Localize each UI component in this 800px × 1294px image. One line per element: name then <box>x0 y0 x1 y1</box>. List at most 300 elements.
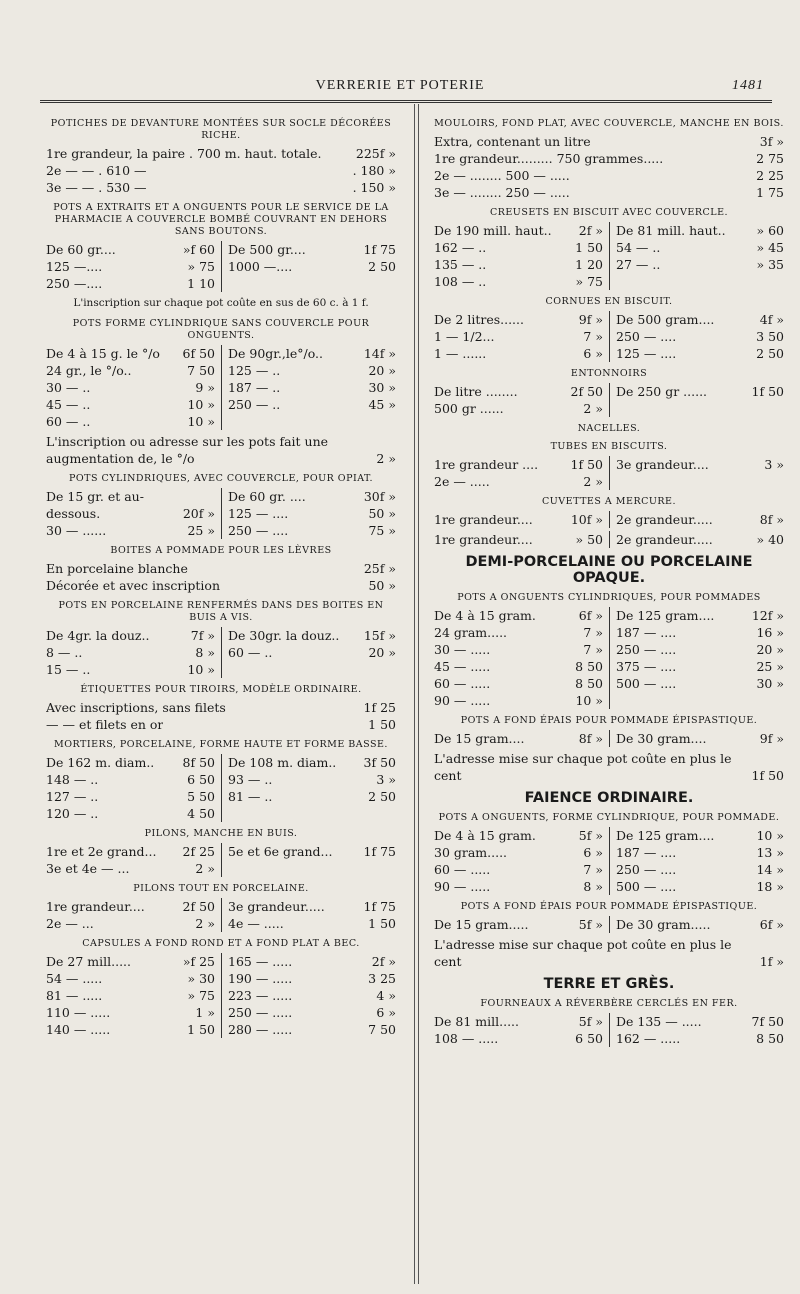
table-row <box>228 771 396 788</box>
table-row <box>616 1030 784 1047</box>
section-title: POTS A EXTRAITS ET A ONGUENTS POUR LE SERVICE DE LA PHARMACIE A COUVERCLE BOMBÉ COUVRANT EN DEHORS SANS BOUTONS. <box>53 202 389 237</box>
paragraph-text: L'inscription ou adresse sur les pots fait une augmentation de, le °/o <box>46 434 329 466</box>
table-row <box>46 396 215 413</box>
table-row <box>434 511 603 528</box>
column-divider <box>418 104 419 1284</box>
price-list <box>434 133 784 201</box>
table-row <box>434 531 603 548</box>
price-table-col <box>434 511 609 528</box>
row-label: 30 gram..... <box>434 845 508 860</box>
price-table <box>46 627 396 678</box>
table-row <box>228 644 396 661</box>
paragraph-line <box>46 433 396 467</box>
table-row <box>46 661 215 678</box>
row-label: 375 — .... <box>616 659 677 674</box>
price-table-col <box>46 754 221 822</box>
row-price: 14f » <box>363 346 396 361</box>
running-title: VERRERIE ET POTERIE <box>315 78 485 93</box>
row-price: 2f » <box>371 954 396 969</box>
table-row <box>616 1013 784 1030</box>
price-table <box>46 488 396 539</box>
row-label: De 125 gram.... <box>616 828 715 843</box>
row-price: 5f » <box>578 917 603 932</box>
section-title: CORNUES EN BISCUIT. <box>545 296 673 307</box>
row-label: 81 — ..... <box>46 988 103 1003</box>
row-label: 2e grandeur..... <box>616 532 713 547</box>
section-title: POTS A ONGUENTS, FORME CYLINDRIQUE, POUR POMMADE. <box>438 812 780 823</box>
row-price: 8 » <box>583 879 603 894</box>
price-list <box>46 145 396 196</box>
price-table-col <box>609 916 784 933</box>
row-label: De 2 litres...... <box>434 312 524 327</box>
row-price: 1f 75 <box>363 899 396 914</box>
row-price: 3f 50 <box>363 755 396 770</box>
table-row <box>616 861 784 878</box>
item-price: 3f » <box>759 134 784 149</box>
row-label: 250 —.... <box>46 276 103 291</box>
header-rule <box>40 100 772 103</box>
table-row <box>46 970 215 987</box>
price-list <box>46 699 396 733</box>
row-price: 2 » <box>583 474 603 489</box>
price-table-col <box>609 1013 784 1047</box>
table-row <box>46 522 215 539</box>
row-price: 5f » <box>578 1014 603 1029</box>
row-price: 2f » <box>578 223 603 238</box>
paragraph-price: 1f » <box>759 954 784 969</box>
section-title: MORTIERS, PORCELAINE, FORME HAUTE ET FORME BASSE. <box>54 739 388 750</box>
note: L'inscription sur chaque pot coûte en sus de 60 c. à 1 f. <box>73 297 369 309</box>
table-row <box>228 843 396 860</box>
row-label: 500 — .... <box>616 879 677 894</box>
row-price: 6 50 <box>187 772 215 787</box>
row-label: 1re grandeur.... <box>434 512 533 527</box>
section-title: BOITES A POMMADE POUR LES LÈVRES <box>110 545 332 556</box>
row-price: 10 » <box>187 397 215 412</box>
row-label: 90 — ..... <box>434 879 491 894</box>
table-row <box>228 1004 396 1021</box>
price-table-col <box>46 488 221 539</box>
row-price: 8f 50 <box>182 755 215 770</box>
row-price: 6 50 <box>575 1031 603 1046</box>
row-price: 9f » <box>759 731 784 746</box>
row-label: De 81 mill. haut.. <box>616 223 726 238</box>
row-label: De 4 à 15 gram. <box>434 608 536 623</box>
row-price: 7 50 <box>187 363 215 378</box>
price-table-col <box>46 241 221 292</box>
table-row <box>228 258 396 275</box>
row-label: 120 — .. <box>46 806 99 821</box>
row-price: 7f » <box>190 628 215 643</box>
price-line <box>46 145 396 162</box>
price-line <box>46 560 396 577</box>
row-price: 6 » <box>376 1005 396 1020</box>
table-row <box>46 644 215 661</box>
table-row <box>616 531 784 548</box>
row-price: 12f » <box>751 608 784 623</box>
row-label: De 30gr. la douz.. <box>228 628 340 643</box>
row-price: 13 » <box>756 845 784 860</box>
item-price: 50 » <box>368 578 396 593</box>
price-table-col <box>434 311 609 362</box>
table-row <box>228 396 396 413</box>
row-price: 6f » <box>759 917 784 932</box>
table-row <box>46 898 215 915</box>
section-title: PILONS, MANCHE EN BUIS. <box>144 828 298 839</box>
item-label: Avec inscriptions, sans filets <box>46 700 226 715</box>
item-label: 1re grandeur, la paire . 700 m. haut. totale. <box>46 146 322 161</box>
item-price: . 150 » <box>352 180 396 195</box>
row-label: 110 — ..... <box>46 1005 111 1020</box>
table-row <box>228 345 396 362</box>
row-label: 45 — ..... <box>434 659 491 674</box>
item-label: 1re grandeur......... 750 grammes..... <box>434 151 664 166</box>
major-heading: FAIENCE ORDINAIRE. <box>524 790 694 806</box>
price-table <box>434 531 784 548</box>
table-row <box>228 1021 396 1038</box>
table-row <box>46 258 215 275</box>
row-price: » 40 <box>756 532 784 547</box>
row-price: 4 50 <box>187 806 215 821</box>
row-label: 187 — .. <box>228 380 281 395</box>
table-row <box>434 878 603 895</box>
row-price: 30 » <box>368 380 396 395</box>
section-title: MOULOIRS, FOND PLAT, AVEC COUVERCLE, MANCHE EN BOIS. <box>434 118 784 129</box>
price-table <box>434 1013 784 1047</box>
row-label: 125 —.... <box>46 259 103 274</box>
price-table-col <box>609 511 784 528</box>
paragraph-price: 2 » <box>376 451 396 466</box>
row-price: 10f » <box>570 512 603 527</box>
row-price: 1 20 <box>575 257 603 272</box>
price-table <box>434 456 784 490</box>
price-table-col <box>221 241 396 292</box>
row-price: 2f 50 <box>182 899 215 914</box>
table-row <box>434 624 603 641</box>
row-label: De 500 gr.... <box>228 242 306 257</box>
price-table-col <box>434 1013 609 1047</box>
row-label: 250 — .... <box>616 642 677 657</box>
row-label: De 4gr. la douz.. <box>46 628 150 643</box>
table-row <box>228 379 396 396</box>
row-price: 6 » <box>583 845 603 860</box>
table-row <box>46 362 215 379</box>
price-table-col <box>221 345 396 430</box>
price-line <box>46 577 396 594</box>
row-label: De 60 gr.... <box>46 242 116 257</box>
table-row <box>616 844 784 861</box>
table-row <box>228 987 396 1004</box>
table-row <box>46 241 215 258</box>
table-row <box>616 730 784 747</box>
row-price: »f 60 <box>182 242 215 257</box>
price-table <box>434 827 784 895</box>
row-price: 1 10 <box>187 276 215 291</box>
table-row <box>46 275 215 292</box>
price-table-col <box>434 531 609 548</box>
table-row <box>228 627 396 644</box>
table-row <box>434 311 603 328</box>
row-label: De 15 gram..... <box>434 917 529 932</box>
section-title: POTS A FOND ÉPAIS POUR POMMADE ÉPISPASTIQUE. <box>460 715 758 726</box>
row-label: De 125 gram.... <box>616 608 715 623</box>
row-price: 2 50 <box>368 789 396 804</box>
price-line <box>434 133 784 150</box>
table-row <box>434 607 603 624</box>
section-title: CREUSETS EN BISCUIT AVEC COUVERCLE. <box>489 207 729 218</box>
section-title: POTICHES DE DEVANTURE MONTÉES SUR SOCLE DÉCORÉES RICHE. <box>50 118 392 141</box>
table-row <box>46 627 215 644</box>
table-row <box>434 827 603 844</box>
table-row <box>46 505 215 522</box>
row-label: 1 — 1/2... <box>434 329 495 344</box>
price-table <box>434 730 784 747</box>
price-table-col <box>46 953 221 1038</box>
row-label: 1re grandeur.... <box>46 899 145 914</box>
price-table-col <box>221 953 396 1038</box>
paragraph-line <box>434 936 784 970</box>
price-line <box>46 699 396 716</box>
section-title: ENTONNOIRS <box>570 368 648 379</box>
item-label: 3e — ........ 250 — ..... <box>434 185 570 200</box>
row-price: » 30 <box>187 971 215 986</box>
table-row <box>434 473 603 490</box>
price-table <box>434 311 784 362</box>
table-row <box>434 383 603 400</box>
price-table-col <box>221 898 396 932</box>
row-price: » 50 <box>575 532 603 547</box>
row-label: 165 — ..... <box>228 954 293 969</box>
row-price: 8 » <box>195 645 215 660</box>
row-price: 30f » <box>363 489 396 504</box>
table-row <box>616 916 784 933</box>
row-label: 1re grandeur .... <box>434 457 539 472</box>
row-price: 9 » <box>195 380 215 395</box>
row-price: 15f » <box>363 628 396 643</box>
table-row <box>434 328 603 345</box>
table-row <box>616 383 784 400</box>
row-label: 60 — ..... <box>434 676 491 691</box>
row-price: 4f » <box>759 312 784 327</box>
row-label: De 135 — ..... <box>616 1014 702 1029</box>
table-row <box>228 362 396 379</box>
price-table <box>46 754 396 822</box>
row-price: 1 50 <box>575 240 603 255</box>
item-label: En porcelaine blanche <box>46 561 188 576</box>
price-table <box>46 241 396 292</box>
row-price: 7 50 <box>368 1022 396 1037</box>
row-price: 18 » <box>756 879 784 894</box>
row-label: 2e — ..... <box>434 474 490 489</box>
table-row <box>616 511 784 528</box>
row-price: 2 » <box>195 861 215 876</box>
row-label: 108 — .. <box>434 274 487 289</box>
row-label: 45 — .. <box>46 397 91 412</box>
row-label: 24 gram..... <box>434 625 508 640</box>
row-price: 10 » <box>756 828 784 843</box>
row-price: » 75 <box>187 988 215 1003</box>
row-price: 2 » <box>583 401 603 416</box>
item-price: 1f 25 <box>363 700 396 715</box>
table-row <box>616 239 784 256</box>
row-label: 60 — .. <box>46 414 91 429</box>
row-label: 90 — ..... <box>434 693 491 708</box>
row-price: 8 50 <box>575 659 603 674</box>
table-row <box>228 488 396 505</box>
row-label: De litre ........ <box>434 384 518 399</box>
section-title: ÉTIQUETTES POUR TIROIRS, MODÈLE ORDINAIRE. <box>80 684 362 695</box>
item-label: 3e — — . 530 — <box>46 180 147 195</box>
table-row <box>46 788 215 805</box>
row-price: 4 » <box>376 988 396 1003</box>
item-label: Décorée et avec inscription <box>46 578 221 593</box>
price-table <box>434 916 784 933</box>
table-row <box>228 953 396 970</box>
row-price: 20 » <box>756 642 784 657</box>
row-label: De 15 gr. et au- <box>46 489 144 504</box>
row-price: 10 » <box>575 693 603 708</box>
row-label: 162 — ..... <box>616 1031 681 1046</box>
row-price: 7 » <box>583 862 603 877</box>
item-price: 225f » <box>355 146 396 161</box>
table-row <box>434 345 603 362</box>
row-price: 3 » <box>376 772 396 787</box>
row-label: De 90gr.,le°/o.. <box>228 346 323 361</box>
price-table <box>434 607 784 709</box>
table-row <box>46 1021 215 1038</box>
table-row <box>46 488 215 505</box>
section-title: NACELLES. <box>577 423 641 434</box>
row-price: 6f » <box>578 608 603 623</box>
section-title: POTS A FOND ÉPAIS POUR POMMADE ÉPISPASTIQUE. <box>460 901 758 912</box>
table-row <box>616 641 784 658</box>
row-price: 20f » <box>182 506 215 521</box>
row-price: 10 » <box>187 414 215 429</box>
row-price: 10 » <box>187 662 215 677</box>
table-row <box>228 522 396 539</box>
row-label: 500 gr ...... <box>434 401 504 416</box>
price-table-col <box>609 456 784 490</box>
row-price: 7 » <box>583 625 603 640</box>
price-table-col <box>434 730 609 747</box>
row-price: »f 25 <box>182 954 215 969</box>
row-price: 75 » <box>368 523 396 538</box>
row-label: 5e et 6e grand... <box>228 844 333 859</box>
price-line <box>46 179 396 196</box>
table-row <box>228 898 396 915</box>
table-row <box>616 878 784 895</box>
row-label: 223 — ..... <box>228 988 293 1003</box>
row-label: 30 — ...... <box>46 523 107 538</box>
section-title: POTS EN PORCELAINE RENFERMÉS DANS DES BOITES EN BUIS A VIS. <box>58 600 384 623</box>
row-label: De 30 gram..... <box>616 917 711 932</box>
table-row <box>46 953 215 970</box>
row-label: 54 — .. <box>616 240 661 255</box>
price-table-col <box>434 827 609 895</box>
page-number: 1481 <box>732 78 764 93</box>
section-title: POTS FORME CYLINDRIQUE SANS COUVERCLE POUR ONGUENTS. <box>72 318 370 341</box>
row-label: 60 — .. <box>228 645 273 660</box>
row-label: De 15 gram.... <box>434 731 525 746</box>
table-row <box>228 970 396 987</box>
row-price: 25 » <box>187 523 215 538</box>
price-table-col <box>221 754 396 822</box>
section-title: POTS A ONGUENTS CYLINDRIQUES, POUR POMMADES <box>457 592 761 603</box>
price-table-col <box>609 311 784 362</box>
row-label: 125 — .... <box>228 506 289 521</box>
row-price: 1f 50 <box>751 384 784 399</box>
row-label: 190 — ..... <box>228 971 293 986</box>
row-label: De 500 gram.... <box>616 312 715 327</box>
row-price: 1f 75 <box>363 844 396 859</box>
table-row <box>616 827 784 844</box>
table-row <box>434 456 603 473</box>
table-row <box>616 345 784 362</box>
row-price: » 45 <box>756 240 784 255</box>
row-label: 1 — ...... <box>434 346 487 361</box>
row-price: 8 50 <box>756 1031 784 1046</box>
row-price: 2f 25 <box>182 844 215 859</box>
row-label: De 4 à 15 gram. <box>434 828 536 843</box>
row-label: 250 — .... <box>616 329 677 344</box>
row-price: 7f 50 <box>751 1014 784 1029</box>
row-price: 1 50 <box>187 1022 215 1037</box>
row-price: 20 » <box>368 363 396 378</box>
row-label: 125 — .... <box>616 346 677 361</box>
price-list <box>46 560 396 594</box>
row-price: 45 » <box>368 397 396 412</box>
row-label: 8 — .. <box>46 645 83 660</box>
price-table-col <box>609 827 784 895</box>
price-table-col <box>46 627 221 678</box>
row-price: 30 » <box>756 676 784 691</box>
row-price: 1 50 <box>368 916 396 931</box>
row-price: 5 50 <box>187 789 215 804</box>
row-price: 3 50 <box>756 329 784 344</box>
price-line <box>434 167 784 184</box>
table-row <box>616 607 784 624</box>
row-label: 127 — .. <box>46 789 99 804</box>
row-price: 1f 75 <box>363 242 396 257</box>
item-price: 2 75 <box>756 151 784 166</box>
table-row <box>46 754 215 771</box>
price-table <box>434 511 784 528</box>
row-label: 2e grandeur..... <box>616 512 713 527</box>
row-label: De 190 mill. haut.. <box>434 223 552 238</box>
row-price: » 35 <box>756 257 784 272</box>
row-label: De 108 m. diam.. <box>228 755 337 770</box>
table-row <box>434 861 603 878</box>
table-row <box>434 692 603 709</box>
price-table <box>434 222 784 290</box>
row-label: De 81 mill..... <box>434 1014 519 1029</box>
price-table-col <box>434 607 609 709</box>
row-label: 30 — ..... <box>434 642 491 657</box>
table-row <box>616 311 784 328</box>
table-row <box>434 730 603 747</box>
table-row <box>616 256 784 273</box>
row-label: 500 — .... <box>616 676 677 691</box>
row-label: 3e grandeur.... <box>616 457 709 472</box>
price-table-col <box>221 843 396 877</box>
row-price: 8f » <box>759 512 784 527</box>
section-title: CAPSULES A FOND ROND ET A FOND PLAT A BEC. <box>82 938 360 949</box>
row-price: 1f 50 <box>570 457 603 472</box>
item-label: 2e — ........ 500 — ..... <box>434 168 570 183</box>
table-row <box>228 788 396 805</box>
row-price: 6 » <box>583 346 603 361</box>
left-column <box>46 112 396 1041</box>
